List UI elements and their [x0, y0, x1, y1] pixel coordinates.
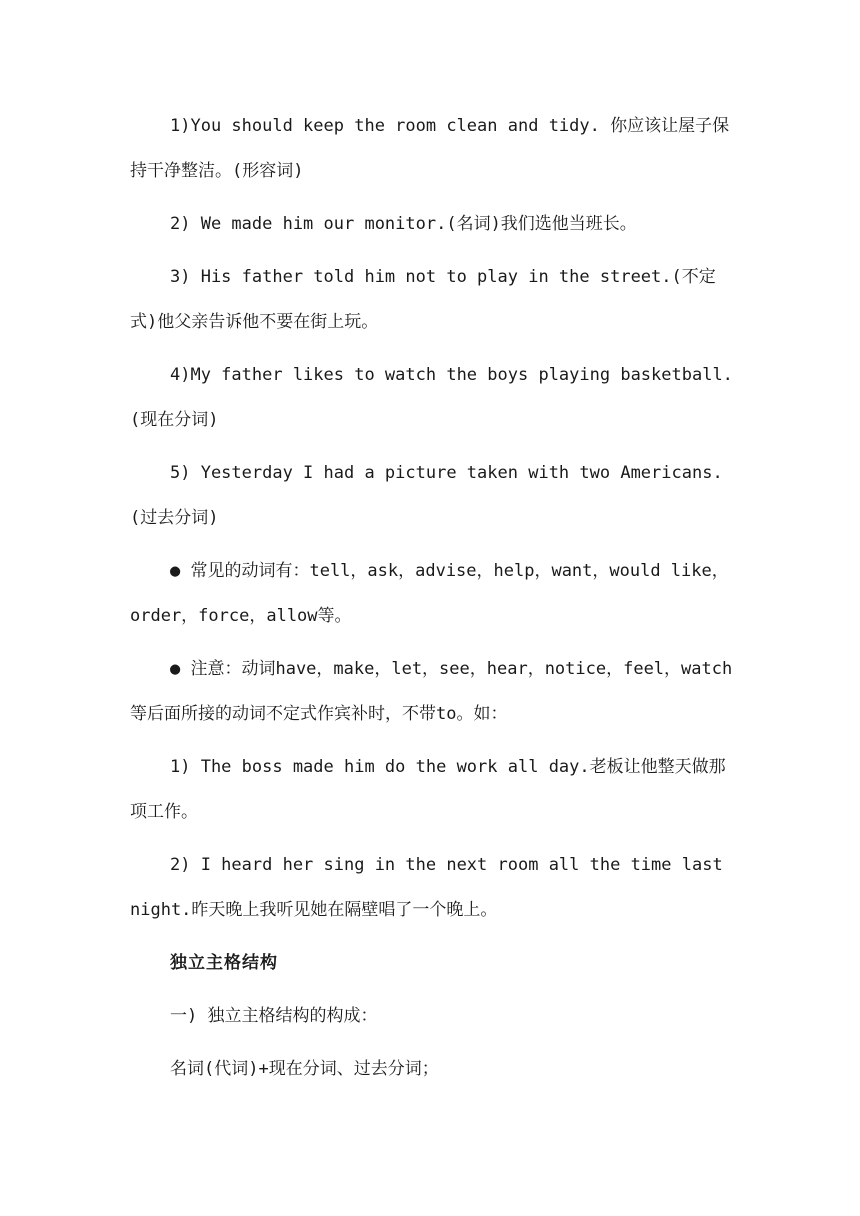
example-sentence-adjective: 1)You should keep the room clean and tidy. 你应该让屋子保持干净整洁。(形容词) [130, 116, 730, 181]
example-sentence-bare-1: 1) The boss made him do the work all day.老板让他整天做那项工作。 [130, 757, 726, 822]
example-sentence-bare-2: 2) I heard her sing in the next room all the time last night.昨天晚上我听见她在隔壁唱了一个晚上。 [130, 855, 723, 920]
document-body [130, 104, 735, 1100]
rule-text: 名词(代词)+现在分词、过去分词； [170, 1059, 439, 1079]
example-sentence-noun: 2) We made him our monitor.(名词)我们选他当班长。 [170, 214, 637, 234]
note-common-verbs: ● 常见的动词有：tell，ask，advise，help，want，would like，order，force，allow等。 [130, 561, 729, 626]
subsection-title: 一) 独立主格结构的构成： [170, 1006, 378, 1026]
example-sentence-infinitive: 3) His father told him not to play in the street.(不定式)他父亲告诉他不要在街上玩。 [130, 267, 716, 332]
note-bare-infinitive: ● 注意：动词have，make，let，see，hear，notice，feel，watch等后面所接的动词不定式作宾补时，不带to。如： [130, 659, 733, 724]
section-heading: 独立主格结构 [170, 953, 278, 973]
example-sentence-past-participle: 5) Yesterday I had a picture taken with two Americans.(过去分词) [130, 463, 723, 528]
example-sentence-present-participle: 4)My father likes to watch the boys playing basketball.(现在分词) [130, 365, 733, 430]
